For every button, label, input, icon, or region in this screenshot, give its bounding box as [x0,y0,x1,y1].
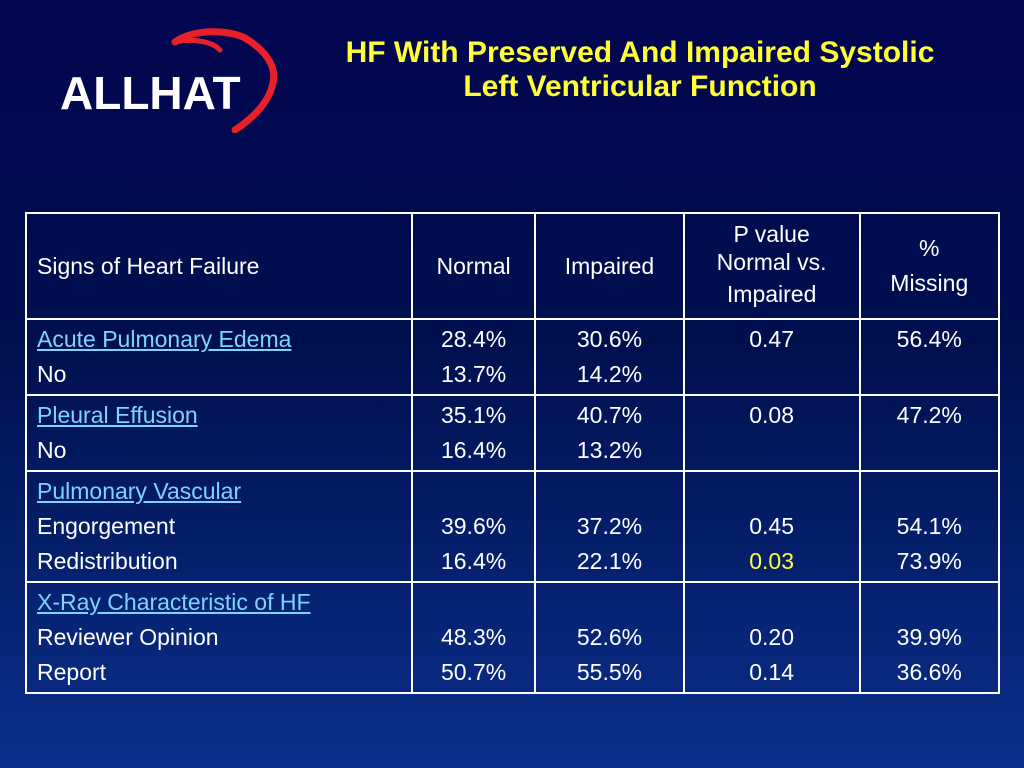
value [871,585,988,620]
header-impaired: Impaired [535,213,684,319]
normal-cell [412,395,535,471]
label-cell [26,582,412,693]
value [546,585,673,620]
row-label: Engorgement [37,513,176,539]
header-normal: Normal [412,213,535,319]
value: 30.6% [576,326,643,352]
table-header-row [26,213,999,319]
value: 37.2% [576,513,643,539]
value: 13.7% [440,361,507,387]
value: 13.2% [576,437,643,463]
group-heading-link[interactable]: Pleural Effusion [37,402,198,428]
value: 39.9% [896,624,962,650]
missing-cell [860,319,999,395]
pvalue-cell [684,319,860,395]
label-cell [26,395,412,471]
value [695,585,849,620]
impaired-cell [535,471,684,582]
value: 73.9% [896,548,962,574]
value: 0.08 [749,402,795,428]
impaired-cell [535,319,684,395]
value: 28.4% [440,326,507,352]
slide-title [290,36,990,104]
normal-cell [412,471,535,582]
header-pvalue [684,213,860,319]
label-cell [26,319,412,395]
value: 0.14 [749,659,795,685]
row-label: No [37,437,67,463]
value [423,585,524,620]
value: 0.47 [749,326,795,352]
pvalue-cell [684,471,860,582]
normal-cell [412,582,535,693]
row-label: Reviewer Opinion [37,624,219,650]
significant-pvalue: 0.03 [749,548,795,574]
header-missing [860,213,999,319]
group-heading-link[interactable]: Acute Pulmonary Edema [37,326,292,352]
header-pvalue-line3: Impaired [726,281,817,307]
normal-cell [412,319,535,395]
value: 48.3% [440,624,507,650]
value: 36.6% [896,659,962,685]
value: 39.6% [440,513,507,539]
row-label: Redistribution [37,548,178,574]
table-row [26,395,999,471]
value: 0.20 [749,624,795,650]
value: 22.1% [576,548,643,574]
header-missing-line1: % [919,235,940,261]
missing-cell [860,471,999,582]
value [423,474,524,509]
value: 35.1% [440,402,507,428]
logo-text: ALLHAT [60,67,241,119]
value: 50.7% [440,659,507,685]
value: 16.4% [440,548,507,574]
table-row [26,319,999,395]
row-label: No [37,361,67,387]
value [695,474,849,509]
value [871,474,988,509]
impaired-cell [535,395,684,471]
header-sign: Signs of Heart Failure [26,213,412,319]
table-row [26,582,999,693]
value: 56.4% [896,326,962,352]
group-heading-link[interactable]: Pulmonary Vascular [37,478,242,504]
header-missing-line2: Missing [890,270,969,296]
header-pvalue-line1: P value [733,221,810,247]
value: 55.5% [576,659,643,685]
pvalue-cell [684,582,860,693]
value [546,474,673,509]
pvalue-cell [684,395,860,471]
value: 14.2% [576,361,643,387]
value: 52.6% [576,624,643,650]
missing-cell [860,395,999,471]
value: 47.2% [896,402,962,428]
row-label: Report [37,659,107,685]
hf-table [25,212,1000,694]
group-heading-link[interactable]: X-Ray Characteristic of HF [37,589,311,615]
value: 40.7% [576,402,643,428]
value: 0.45 [749,513,795,539]
table-row [26,471,999,582]
impaired-cell [535,582,684,693]
allhat-logo [55,28,290,133]
title-line-1: HF With Preserved And Impaired Systolic [345,36,935,69]
value: 16.4% [440,437,507,463]
value: 54.1% [896,513,962,539]
title-line-2: Left Ventricular Function [463,70,817,103]
label-cell [26,471,412,582]
missing-cell [860,582,999,693]
header-pvalue-line2: Normal vs. [716,249,827,275]
